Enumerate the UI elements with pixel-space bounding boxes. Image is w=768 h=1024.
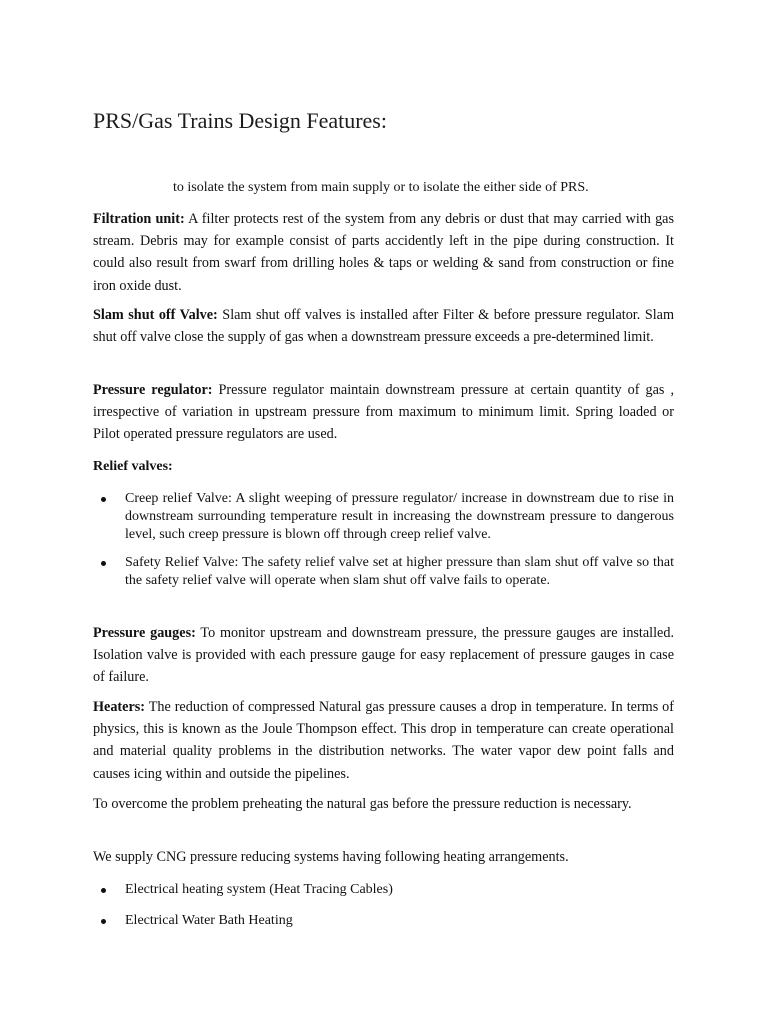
relief-item-creep: Creep relief Valve: A slight weeping of pressure regulator/ increase in downstream due to rise in downstream surrounding temperature result in increasing the downstream pressure to dangerous level, such creep pressure is blown off through creep relief valve. (125, 491, 674, 542)
intro-text: to isolate the system from main supply or to isolate the either side of PRS. (173, 180, 589, 195)
bullet-icon (101, 561, 106, 566)
bullet-icon (101, 497, 106, 502)
gauges-text: To monitor upstream and downstream pressure, the pressure gauges are installed. Isolation valve is provided with each pressure gauge for easy replacement of pressure gauges in case of failure. (93, 625, 674, 686)
list-item (93, 554, 674, 590)
slam-shut-label: Slam shut off Valve: (93, 307, 218, 323)
slam-shut-paragraph (93, 304, 674, 348)
filtration-paragraph (93, 208, 674, 297)
page-title: PRS/Gas Trains Design Features: (93, 108, 387, 133)
slam-shut-text: Slam shut off valves is installed after Filter & before pressure regulator. Slam shut off valve close the supply of gas when a downstream pressure exceeds a pre-determined limit. (93, 307, 674, 346)
list-item (93, 490, 674, 543)
relief-list (93, 490, 674, 590)
list-item (93, 880, 674, 900)
list-item (93, 911, 674, 931)
regulator-paragraph (93, 379, 674, 446)
heaters-text: The reduction of compressed Natural gas pressure causes a drop in temperature. In terms of physics, this is known as the Joule Thompson effect. This drop in temperature can create operational and material quality problems in the distribution networks. The water vapor dew point falls and causes icing within and outside the pipelines. (93, 699, 674, 782)
gauges-paragraph (93, 622, 674, 689)
relief-heading: Relief valves: (93, 459, 173, 474)
gauges-label: Pressure gauges: (93, 625, 196, 641)
relief-item-safety: Safety Relief Valve: The safety relief valve set at higher pressure than slam shut off valve so that the safety relief valve will operate when slam shut off valve fails to operate. (125, 555, 674, 589)
supply-paragraph: We supply CNG pressure reducing systems having following heating arrangements. (93, 849, 569, 865)
bullet-icon (101, 919, 106, 924)
heating-list (93, 880, 674, 931)
overcome-paragraph: To overcome the problem preheating the natural gas before the pressure reduction is necessary. (93, 796, 632, 812)
bullet-icon (101, 888, 106, 893)
filtration-text: A filter protects rest of the system from any debris or dust that may carried with gas stream. Debris may for example consist of parts accidently left in the pipe during construction. It could also result from swarf from drilling holes & taps or welding & sand from construction or fine iron oxide dust. (93, 211, 674, 294)
regulator-text: Pressure regulator maintain downstream pressure at certain quantity of gas , irrespective of variation in upstream pressure from maximum to minimum limit. Spring loaded or Pilot operated pressure regulators are used. (93, 382, 674, 443)
heaters-label: Heaters: (93, 699, 145, 715)
heating-item-cables: Electrical heating system (Heat Tracing Cables) (125, 882, 393, 897)
filtration-label: Filtration unit: (93, 211, 185, 227)
regulator-label: Pressure regulator: (93, 382, 213, 398)
heating-item-waterbath: Electrical Water Bath Heating (125, 913, 293, 928)
heaters-paragraph (93, 696, 674, 785)
